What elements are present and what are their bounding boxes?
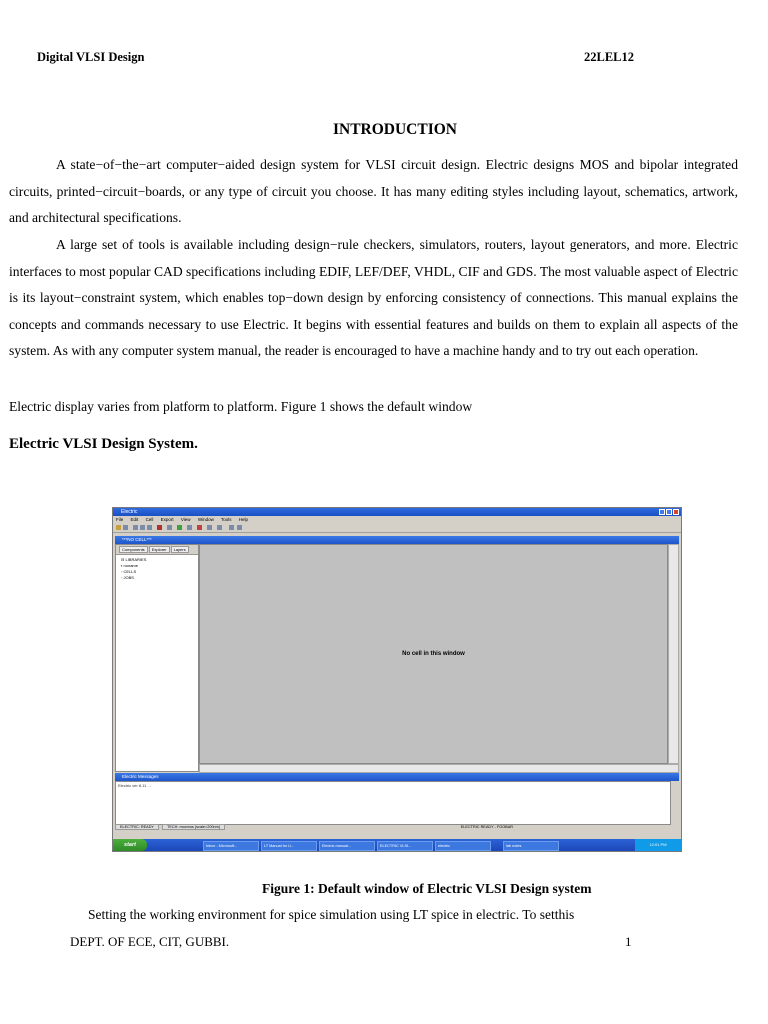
tree-item: ⊟ LIBRARIES	[121, 557, 147, 562]
canvas-message: No cell in this window	[402, 651, 465, 657]
header-right: 22LEL12	[584, 50, 635, 64]
cursor-icon	[133, 525, 138, 530]
paragraph-1-text: A state−of−the−art computer−aided design system for VLSI circuit design. Electric designs MOS and bipolar integrated circuits, printed−circuit−boards, or any type of circuit you choose. It has many editing styles including layout, schematics, artwork, and architectural specifications.	[9, 157, 738, 225]
zoom-icon	[140, 525, 145, 530]
system-tray: 12:01 PM	[635, 839, 681, 851]
figure-screenshot	[112, 507, 682, 852]
section-heading: Electric VLSI Design System.	[9, 436, 198, 452]
paragraph-2-text: A large set of tools is available including design−rule checkers, simulators, routers, layout generators, and more. Electric interfaces to most popular CAD specifications including EDIF, LEF/DEF, VHDL, CIF and GDS. The most valuable aspect of Electric is its layout−constraint system, which enables top−down design by enforcing consistency of connections. This manual explains the concepts and commands necessary to use Electric. It begins with essential features and builds on them to explain all aspects of the system. As with any computer system manual, the reader is encouraged to have a machine handy and to try out each operation.	[9, 237, 738, 358]
horizontal-scrollbar	[199, 764, 679, 773]
page-number: 1	[625, 934, 632, 949]
tail-text: Setting the working environment for spice simulation using LT spice in electric. To setthis	[88, 907, 575, 922]
window-titlebar	[113, 508, 681, 516]
run-icon	[177, 525, 182, 530]
taskbar	[113, 839, 681, 851]
window-title: Electric	[121, 509, 138, 515]
tree-item: ◦ CELLS	[121, 569, 137, 574]
tab-explorer: Explorer	[149, 546, 170, 553]
vertical-scrollbar	[668, 544, 679, 764]
tab-components: Components	[119, 546, 148, 553]
grid-icon	[167, 525, 172, 530]
minimize-icon	[659, 509, 665, 515]
status-right: ELECTRIC READY - FOOBAR	[460, 825, 513, 829]
stop-icon	[157, 525, 162, 530]
menu-tools: Tools	[221, 517, 232, 522]
task-item: Inbox - Microsoft...	[203, 841, 259, 851]
side-panel	[115, 544, 199, 772]
menu-file: File	[116, 517, 124, 522]
save-icon	[123, 525, 128, 530]
pan-icon	[147, 525, 152, 530]
menu-help: Help	[238, 517, 249, 522]
figure-caption: Figure 1: Default window of Electric VLSI Design system	[262, 881, 592, 896]
menu-edit: Edit	[130, 517, 139, 522]
paragraph-3: Electric display varies from platform to platform. Figure 1 shows the default window	[9, 399, 473, 414]
forward-icon	[237, 525, 242, 530]
status-left: ELECTRIC: READY	[115, 824, 159, 830]
edit-window-title: ***NO CELL***	[122, 537, 152, 542]
undo-icon	[207, 525, 212, 530]
messages-title: Electric Messages	[122, 774, 159, 779]
open-icon	[116, 525, 121, 530]
messages-area: Electric ver 8.11 ...	[115, 781, 671, 825]
task-item: lab notes	[503, 841, 559, 851]
status-bar	[115, 824, 679, 831]
menu-bar	[113, 516, 681, 523]
maximize-icon	[666, 509, 672, 515]
menu-window: Window	[197, 517, 214, 522]
task-item: ELECTRIC VLSI...	[377, 841, 433, 851]
page-title: INTRODUCTION	[332, 121, 457, 138]
header-left: Digital VLSI Design	[37, 50, 145, 64]
task-item: electric	[435, 841, 491, 851]
task-item: Electric manual...	[319, 841, 375, 851]
footer-left: DEPT. OF ECE, CIT, GUBBI.	[70, 934, 230, 949]
tree-item: ◦ JOBS	[121, 575, 134, 580]
edit-window-titlebar	[115, 536, 679, 544]
menu-export: Export	[160, 517, 174, 522]
drc-icon	[197, 525, 202, 530]
toolbar	[113, 523, 681, 533]
start-button: start	[113, 839, 147, 851]
redo-icon	[217, 525, 222, 530]
back-icon	[229, 525, 234, 530]
side-tabs	[116, 545, 198, 555]
explorer-tree	[116, 555, 198, 581]
messages-titlebar	[115, 773, 679, 781]
tree-item: ▪ noname	[121, 563, 138, 568]
task-item: LT Manual for Ll...	[261, 841, 317, 851]
edit-canvas	[199, 544, 668, 764]
menu-cell: Cell	[145, 517, 154, 522]
paragraph-1	[9, 152, 738, 232]
menu-view: View	[180, 517, 191, 522]
layer-icon	[187, 525, 192, 530]
tab-layers: Layers	[171, 546, 189, 553]
close-icon	[673, 509, 679, 515]
paragraph-2	[9, 232, 738, 365]
status-mid: TECH: mocmos (scale=200nm)	[162, 824, 225, 830]
